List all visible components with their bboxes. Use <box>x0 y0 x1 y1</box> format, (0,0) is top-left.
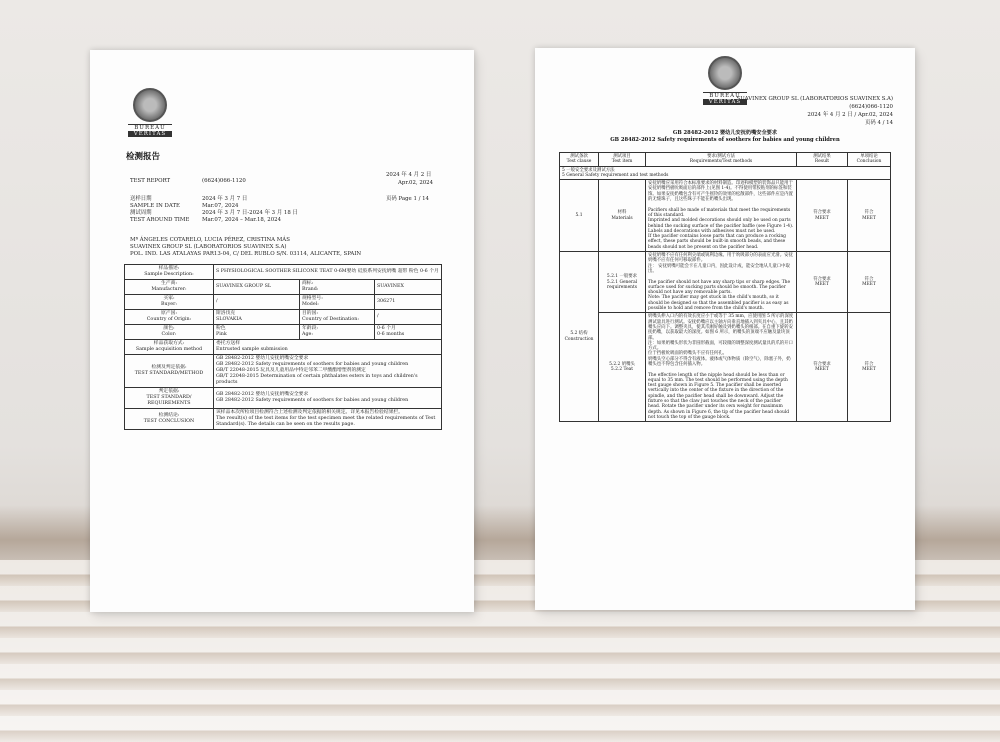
report-date-cn: 2024 年 4 月 2 日 <box>386 172 432 178</box>
test-period-label-en: TEST AROUND TIME <box>130 217 190 223</box>
table-row: 样品获取方式: Sample acquisition method 委托方送样 Entrusted sample submission <box>125 340 442 355</box>
page-number: 页码 Page 1 / 14 <box>386 196 429 202</box>
standard-title-en: GB 28482-2012 Safety requirements of soothers for babies and young children <box>610 137 840 143</box>
logo-text-1: BUREAU <box>703 92 747 99</box>
client-contacts: Mª ÁNGELES COTARELO, LUCIA PÉREZ, CRISTINA MÁS <box>130 237 290 243</box>
table-row: 5 一般安全要求及测试方法 5 General Safety requirement and test methods <box>560 166 891 180</box>
sample-in-label-cn: 送样日期 <box>130 196 152 202</box>
bureau-veritas-logo <box>128 88 172 137</box>
seal-icon <box>133 88 167 122</box>
header-page: 页码 4 / 14 <box>864 120 893 126</box>
report-cover-sheet <box>90 50 474 612</box>
logo-text-1: BUREAU <box>128 124 172 131</box>
report-number: (6624)066-1120 <box>202 178 246 184</box>
test-period-value-cn: 2024 年 3 月 7 日-2024 年 3 月 18 日 <box>202 210 298 216</box>
logo-text-2: VERITAS <box>703 99 747 105</box>
table-row: 判定依据: TEST STANDARD/ REQUIREMENTS GB 28482-2012 婴幼儿安抚奶嘴安全要求 GB 28482-2012 Safety requirements of soothers for babies and young children <box>125 388 442 409</box>
table-row: 样品描述: Sample Description: S PHYSIOLOGICAL SOOTHER SILICONE TEAT 0-6M婴幼 硅胶系列安抚奶嘴 超带 粉色 0-6 个月 <box>125 265 442 280</box>
test-period-value-en: Mar.07, 2024 – Mar.18, 2024 <box>202 217 281 223</box>
table-row: 检测及判定依据: TEST STANDARD/METHOD GB 28482-2012 婴幼儿安抚奶嘴安全要求 GB 28482-2012 Safety requirements of soothers for babies and young children GB/T 22048-2015 玩具及儿童用品中特定邻苯二甲酸酯增塑剂的测定 GB/T 22048-2015 Determination of certain phthalates esters in toys and children's products <box>125 355 442 388</box>
table-row: 原产国: Country of Origin: 斯洛伐克 SLOVAKIA 目的国: Country of Destination: / <box>125 310 442 325</box>
sample-info-table <box>124 264 442 430</box>
table-row: 5.2.2 奶嘴头 5.2.2 Teat 奶嘴头伸入口内的有效长度应小于或等于 35 mm，应使用图 5 所示的深度测试量具进行测试。安抚奶嘴应以主轴方向垂直地插入到夹具中心，且其奶嘴头应向下。调整夹具，使其爪刚好触及到奶嘴头的根部。在自重下旋转安抚奶嘴，以获取最大的深度。如图 6 所示，奶嘴头的顶端不应触及量块顶部。 注：如果奶嘴头形状为非圆形截面，可较微的调整深度测试量具的爪的开口方式。 位于挡板吮吸面的奶嘴头不应有任何孔。 奶嘴头空心部分不得含有液体。液体或气体物质（除空气），除塞子外，奶嘴头也不得包含任何插入物。 The effective length of the nipple head should be less than or equal to 35 mm. The test should be performed using the depth test gauge shown in Figure 5. The pacifier shall be inserted vertically into the center of the fixture in the direction of the spindle, and the pacifier head shall be downward. Adjust the fixture so that the claw just touches the neck of the pacifier head. Rotate the pacifier under its own weight for maximum depth. As shown in Figure 6, the tip of the pacifier head should not touch the top of the gauge block. 符合要求 MEET 符合 MEET <box>560 313 891 422</box>
report-title: 检测报告 <box>126 152 161 162</box>
sample-in-label-en: SAMPLE IN DATE <box>130 203 180 209</box>
client-company: SUAVINEX GROUP SL (LABORATORIOS SUAVINEX S.A) <box>130 244 287 250</box>
test-results-table <box>559 152 891 422</box>
report-date-en: Apr.02, 2024 <box>398 180 434 186</box>
header-report-number: (6624)066-1120 <box>849 104 893 110</box>
table-row: 颜色: Color: 粉色 Pink 年龄段: Age: 0-6 个月 0-6 months <box>125 325 442 340</box>
report-results-sheet <box>535 48 915 610</box>
standard-title-cn: GB 28482-2012 婴幼儿安抚奶嘴安全要求 <box>672 130 778 136</box>
client-address: POL. IND. LAS ATALAYAS PAR13-04, C/ DEL RUBLO S/N. 03114, ALICANTE, SPAIN <box>130 251 362 257</box>
table-row: 买家: Buyer: / 规格型号: Model: 306271 <box>125 295 442 310</box>
sample-in-value-cn: 2024 年 3 月 7 日 <box>202 196 248 202</box>
table-row: 5.2 结构 Construction 5.2.1 一般要求 5.2.1 General requirements 安抚奶嘴不应有任何利尖端或锐利边缘。用于吮吸部分的表面应光滑。安抚奶嘴不应有任何可移取部件。 注： 安抚奶嘴可能会卡在儿童口内，因此设计成，能安全地从儿童口中取出。 The pacifier should not have any sharp tips or sharp edges. The surface used for sucking parts should be smooth. The pacifier should not have any removable parts. Note: The pacifier may get stuck in the child's mouth, so it should be designed so that the assembled pacifier is as easy as possible to hold and remove from the child's mouth. 符合要求 MEET 符合 MEET <box>560 252 891 313</box>
test-report-label: TEST REPORT <box>130 178 171 184</box>
seal-icon <box>708 56 742 90</box>
table-row: 检测结论: TEST CONCLUSION 该样品本次所检项目检测符合上述检测及判定依据的相关规定。详见本报告检验结果栏。 The result(s) of the test items for the test specimen meet the related requirements of Test Standard(s). The details can be seen on the results page. <box>125 409 442 430</box>
table-row: 生产商: Manufacturer: SUAVINEX GROUP SL 商标: Brand: SUAVINEX <box>125 280 442 295</box>
sample-in-value-en: Mar.07, 2024 <box>202 203 239 209</box>
logo-text-2: VERITAS <box>128 131 172 137</box>
table-row: 5.1 材料 Materials 安抚奶嘴应采用符合本标准要求的材料制造。印迹和模塑的装饰品只能用于安抚奶嘴挡板吮吸面后的部件上(见图 1-4)。不得使用带胶粘剂的标签和装饰。如果安抚奶嘴包含有可产生摇铃的效果的松散部件，这些部件应是内置的无缝珠子，且这些珠子不能在奶嘴头出现。 Pacifiers shall be made of materials that meet the requirements of this standard. Imprinted and molded decorations should only be used on parts behind the sucking surface of the pacifier baffle (see Figure 1-4). Labels and decorations with adhesives must not be used. If the pacifier contains loose parts that can produce a rocking effect, these parts should be built-in smooth beads, and these beads should not be present on the pacifier head. 符合要求 MEET 符合 MEET <box>560 180 891 252</box>
table-header-row: 测试条款 Test clause 测试项目 Test item 要求/测试方法 Requirements/Test methods 测试结果 Result 单项结论 Conclusion <box>560 153 891 167</box>
header-company: SUAVINEX GROUP SL (LABORATORIOS SUAVINEX S.A) <box>736 96 893 102</box>
test-period-label-cn: 测试周期 <box>130 210 152 216</box>
header-date: 2024 年 4 月 2 日 / Apr.02, 2024 <box>807 112 893 118</box>
